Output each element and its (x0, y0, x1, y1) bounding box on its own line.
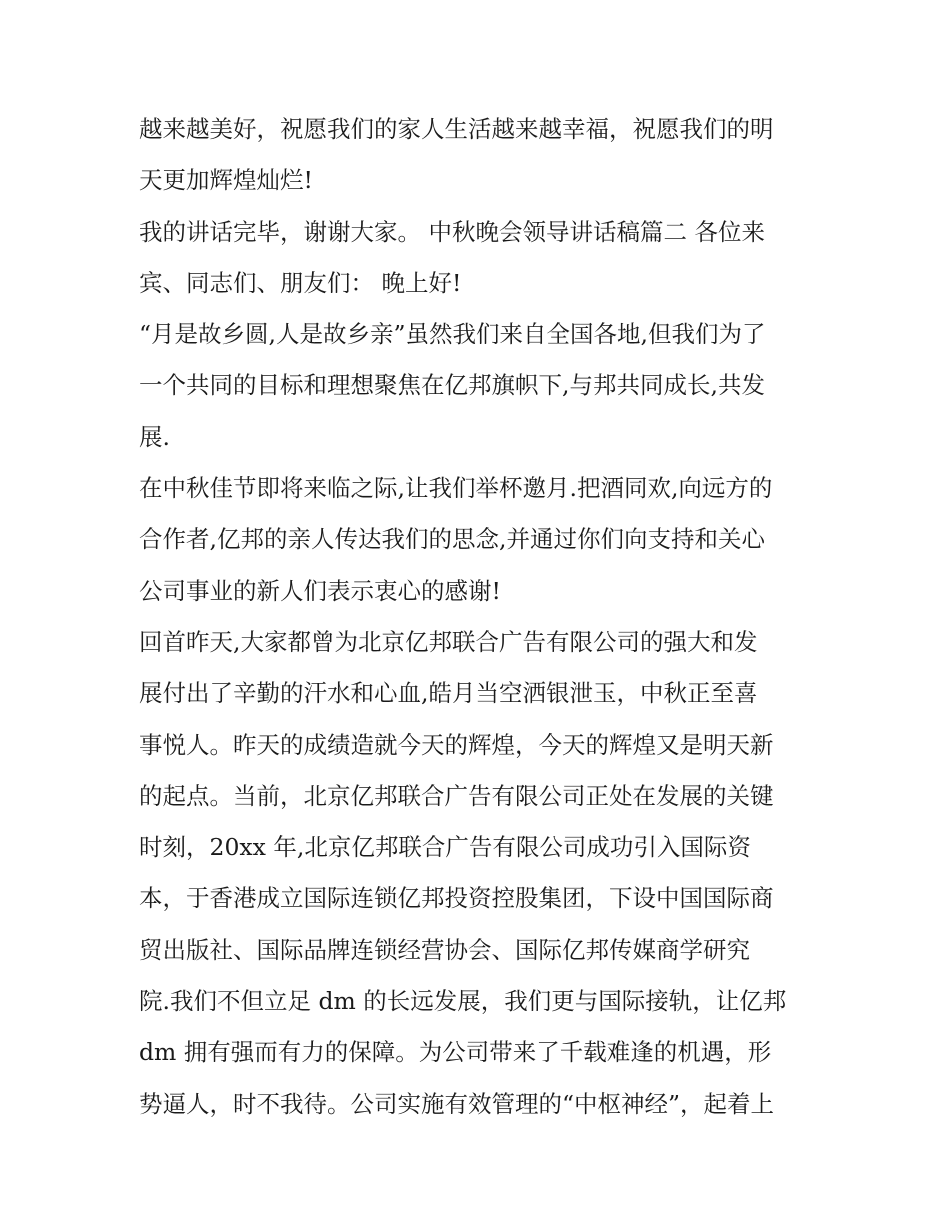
text-line: 院.我们不但立足 dm 的长远发展，我们更与国际接轨，让亿邦 (139, 987, 787, 1016)
text-line: 一个共同的目标和理想聚焦在亿邦旗帜下,与邦共同成长,共发 (139, 371, 765, 400)
text-line: 时刻，20xx 年,北京亿邦联合广告有限公司成功引入国际资 (139, 833, 751, 862)
text-line: “月是故乡圆,人是故乡亲”虽然我们来自全国各地,但我们为了 (139, 320, 766, 349)
text-line: 的起点。当前，北京亿邦联合广告有限公司正处在发展的关键 (139, 781, 774, 810)
text-line: 本，于香港成立国际连锁亿邦投资控股集团，下设中国国际商 (139, 884, 774, 913)
text-line: 在中秋佳节即将来临之际,让我们举杯邀月.把酒同欢,向远方的 (139, 474, 773, 503)
text-line: 天更加辉煌灿烂! (139, 166, 313, 195)
text-line: 贸出版社、国际品牌连锁经营协会、国际亿邦传媒商学研究 (139, 935, 750, 964)
text-line: 回首昨天,大家都曾为北京亿邦联合广告有限公司的强大和发 (139, 627, 758, 656)
text-line: 我的讲话完毕，谢谢大家。 中秋晚会领导讲话稿篇二 各位来 (139, 217, 765, 246)
text-line: 事悦人。昨天的成绩造就今天的辉煌，今天的辉煌又是明天新 (139, 730, 774, 759)
text-line: 合作者,亿邦的亲人传达我们的思念,并通过你们向支持和关心 (139, 525, 765, 554)
body-text (139, 104, 819, 1130)
text-line: 越来越美好，祝愿我们的家人生活越来越幸福，祝愿我们的明 (139, 115, 774, 143)
text-line: 公司事业的新人们表示衷心的感谢! (139, 576, 501, 605)
text-line: 展. (139, 422, 170, 451)
text-line: 宾、同志们、朋友们： 晚上好! (139, 268, 462, 297)
text-line: 势逼人，时不我待。公司实施有效管理的“中枢神经”，起着上 (139, 1089, 775, 1118)
text-line: 展付出了辛勤的汗水和心血,皓月当空洒银泄玉，中秋正至喜 (139, 679, 758, 708)
text-line: dm 拥有强而有力的保障。为公司带来了千载难逢的机遇，形 (139, 1038, 772, 1067)
